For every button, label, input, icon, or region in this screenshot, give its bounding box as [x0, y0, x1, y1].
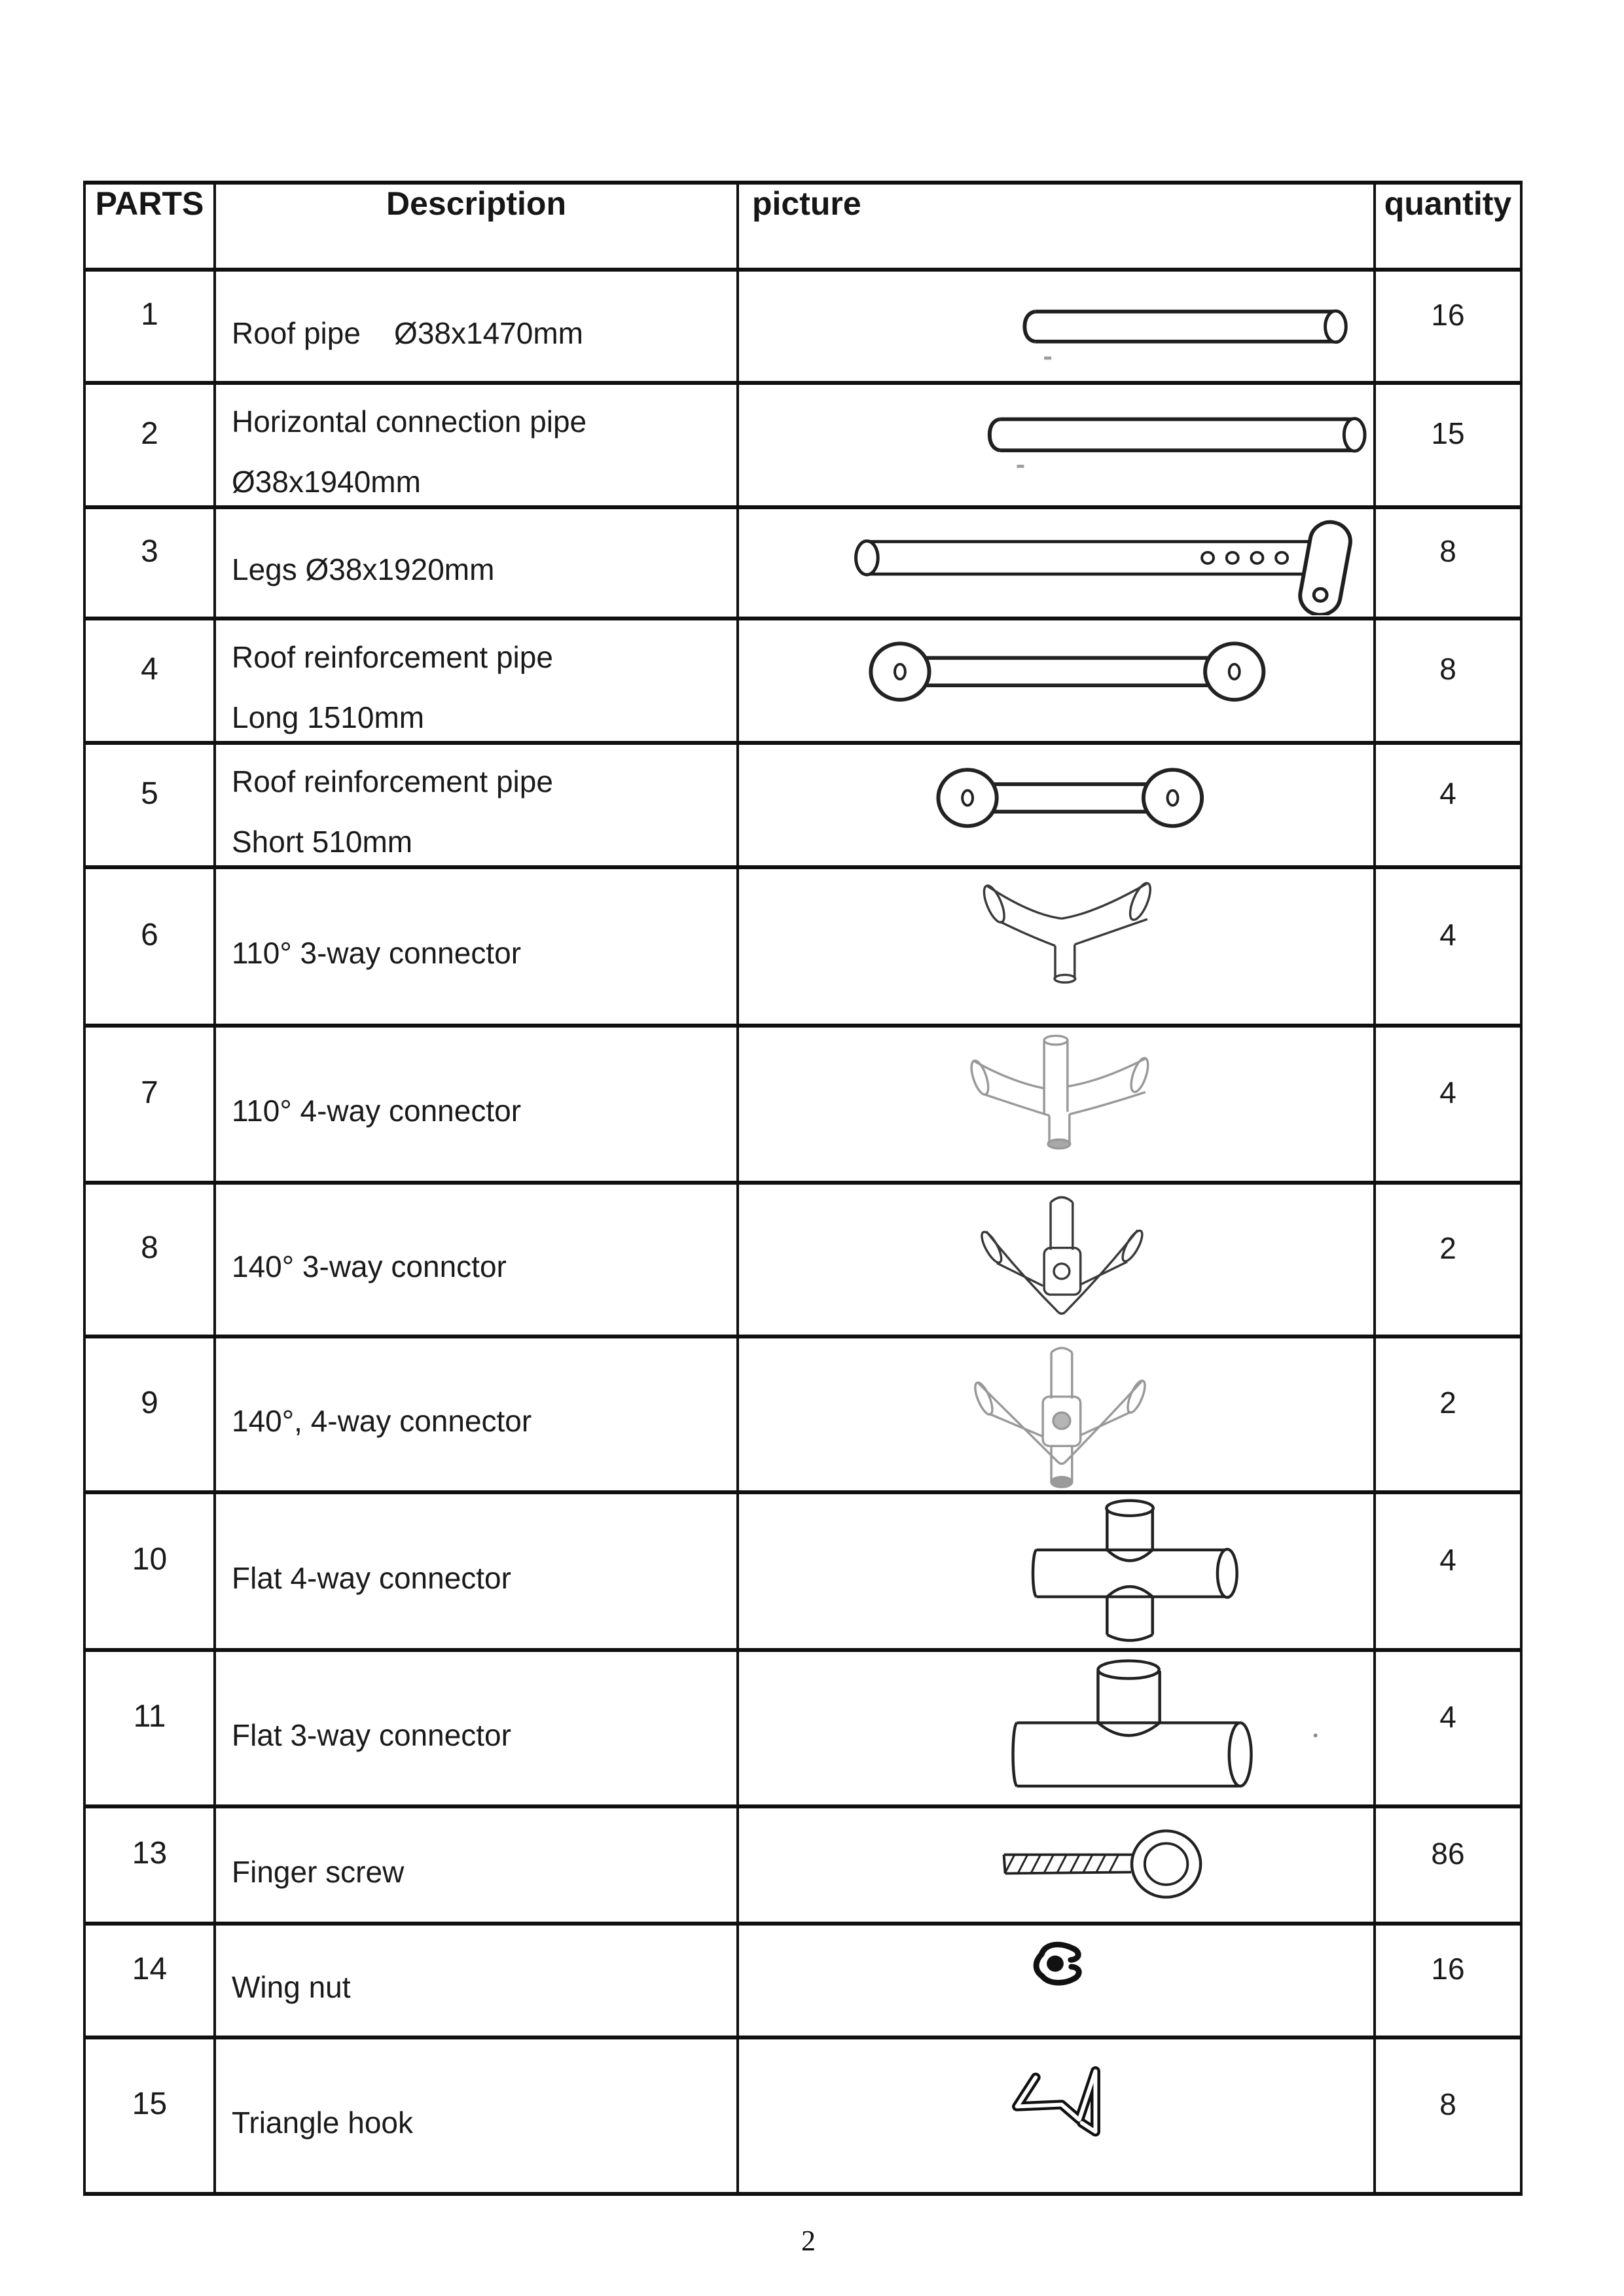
connector-flat-3way-drawing: [739, 1652, 1371, 1803]
quantity-cell: [1375, 270, 1521, 383]
description-cell: [215, 507, 738, 619]
description-line: Ø38x1940mm: [232, 465, 421, 499]
finger-screw-drawing: [739, 1808, 1371, 1920]
quantity-cell: [1375, 1183, 1521, 1336]
quantity-cell: [1375, 1924, 1521, 2037]
part-number: 5: [141, 776, 158, 811]
description-line: Triangle hook: [232, 2105, 414, 2140]
quantity-cell: [1375, 507, 1521, 619]
part-number-cell: [84, 619, 215, 743]
part-number: 9: [141, 1385, 158, 1420]
picture-cell: [738, 507, 1375, 619]
table-row: [84, 619, 1521, 743]
connector-flat-4way-drawing: [739, 1494, 1371, 1647]
connector-110-4way-drawing: [739, 1028, 1371, 1179]
quantity-value: 4: [1439, 1075, 1456, 1109]
quantity-cell: [1375, 743, 1521, 867]
quantity-value: 4: [1439, 1699, 1456, 1734]
horizontal-connection-pipe-drawing: [739, 385, 1371, 493]
header-parts: PARTS: [84, 183, 215, 270]
description-line: Finger screw: [232, 1854, 405, 1889]
roof-reinforcement-pipe-short-drawing: [739, 745, 1371, 854]
quantity-cell: [1375, 1492, 1521, 1650]
connector-140-3way-drawing: [739, 1185, 1371, 1333]
quantity-cell: [1375, 1650, 1521, 1806]
part-number-cell: [84, 1492, 215, 1650]
picture-cell: [738, 1924, 1375, 2037]
table-row: [84, 2037, 1521, 2194]
part-number-cell: [84, 1806, 215, 1924]
header-picture: picture: [738, 183, 1375, 270]
picture-cell: [738, 1026, 1375, 1183]
part-number: 11: [133, 1699, 166, 1734]
part-number: 6: [141, 917, 158, 952]
table-row: [84, 1492, 1521, 1650]
quantity-cell: [1375, 1026, 1521, 1183]
description-line: Long 1510mm: [232, 700, 425, 734]
leg-pipe-drawing: [739, 509, 1371, 615]
roof-pipe-drawing: [739, 272, 1371, 380]
quantity-value: 4: [1439, 1542, 1456, 1577]
table-row: [84, 1336, 1521, 1492]
quantity-cell: [1375, 2037, 1521, 2194]
part-number-cell: [84, 270, 215, 383]
description-line: Short 510mm: [232, 825, 413, 859]
description-cell: [215, 1026, 738, 1183]
picture-cell: [738, 270, 1375, 383]
header-row: [84, 183, 1521, 270]
table-row: [84, 1924, 1521, 2037]
quantity-value: 8: [1439, 2087, 1456, 2121]
picture-cell: [738, 1183, 1375, 1336]
connector-110-3way-drawing: [739, 869, 1371, 1022]
quantity-value: 8: [1439, 534, 1456, 568]
description-cell: [215, 867, 738, 1026]
description-line: Flat 4-way connector: [232, 1560, 511, 1595]
description-line: Wing nut: [232, 1970, 351, 2004]
part-number: 7: [141, 1075, 158, 1110]
part-number: 2: [141, 416, 158, 451]
description-line: Roof reinforcement pipe: [232, 764, 553, 798]
header-quantity: quantity: [1375, 183, 1521, 270]
description-line: 110° 4-way connector: [232, 1094, 522, 1128]
quantity-value: 8: [1439, 652, 1456, 686]
description-cell: [215, 1336, 738, 1492]
quantity-cell: [1375, 383, 1521, 507]
quantity-cell: [1375, 1806, 1521, 1924]
part-number: 13: [132, 1836, 168, 1871]
wing-nut-drawing: [739, 1926, 1371, 2034]
part-number-cell: [84, 2037, 215, 2194]
quantity-value: 2: [1439, 1230, 1456, 1265]
description-line: Flat 3-way connector: [232, 1717, 511, 1752]
description-cell: [215, 1924, 738, 2037]
part-number-cell: [84, 1924, 215, 2037]
description-cell: [215, 383, 738, 507]
picture-cell: [738, 1806, 1375, 1924]
table-row: [84, 1183, 1521, 1336]
description-cell: [215, 270, 738, 383]
description-cell: [215, 743, 738, 867]
quantity-value: 86: [1431, 1836, 1465, 1871]
part-number: 3: [141, 533, 158, 569]
picture-cell: [738, 383, 1375, 507]
description-line: Roof reinforcement pipe: [232, 640, 553, 674]
table-row: [84, 507, 1521, 619]
page-number: 2: [801, 2225, 816, 2257]
part-number-cell: [84, 1183, 215, 1336]
part-number: 15: [132, 2087, 168, 2121]
table-row: [84, 743, 1521, 867]
header-description: Description: [215, 183, 738, 270]
description-cell: [215, 2037, 738, 2194]
description-cell: [215, 1806, 738, 1924]
part-number-cell: [84, 507, 215, 619]
table-row: [84, 383, 1521, 507]
picture-cell: [738, 867, 1375, 1026]
part-number-cell: [84, 1650, 215, 1806]
quantity-value: 15: [1431, 416, 1465, 450]
description-line: Horizontal connection pipe: [232, 404, 587, 439]
table-row: [84, 270, 1521, 383]
picture-cell: [738, 1492, 1375, 1650]
table-row: [84, 1650, 1521, 1806]
quantity-cell: [1375, 1336, 1521, 1492]
part-number-cell: [84, 383, 215, 507]
connector-140-4way-drawing: [739, 1338, 1371, 1489]
picture-cell: [738, 619, 1375, 743]
picture-cell: [738, 2037, 1375, 2194]
description-line: Legs Ø38x1920mm: [232, 552, 495, 586]
table-row: [84, 1806, 1521, 1924]
part-number: 8: [141, 1230, 158, 1265]
part-number-cell: [84, 743, 215, 867]
quantity-cell: [1375, 619, 1521, 743]
part-number-cell: [84, 1026, 215, 1183]
table-row: [84, 1026, 1521, 1183]
description-line: 110° 3-way connector: [232, 936, 522, 970]
description-cell: [215, 1183, 738, 1336]
triangle-hook-drawing: [739, 2039, 1371, 2191]
description-line: 140°, 4-way connector: [232, 1404, 532, 1438]
quantity-value: 16: [1431, 297, 1465, 332]
part-number-cell: [84, 1336, 215, 1492]
picture-cell: [738, 1336, 1375, 1492]
part-number: 4: [141, 651, 158, 687]
description-cell: [215, 1492, 738, 1650]
part-number: 14: [132, 1951, 168, 1986]
table-row: [84, 867, 1521, 1026]
quantity-value: 2: [1439, 1386, 1456, 1420]
description-line: Roof pipe Ø38x1470mm: [232, 315, 583, 350]
part-number-cell: [84, 867, 215, 1026]
part-number: 1: [141, 297, 158, 332]
description-cell: [215, 619, 738, 743]
quantity-value: 16: [1431, 1952, 1465, 1986]
description-line: 140° 3-way connctor: [232, 1249, 507, 1283]
part-number: 10: [132, 1542, 168, 1577]
picture-cell: [738, 1650, 1375, 1806]
description-cell: [215, 1650, 738, 1806]
parts-table: [83, 181, 1523, 2196]
roof-reinforcement-pipe-long-drawing: [739, 620, 1371, 728]
quantity-cell: [1375, 867, 1521, 1026]
quantity-value: 4: [1439, 918, 1456, 952]
quantity-value: 4: [1439, 776, 1456, 810]
picture-cell: [738, 743, 1375, 867]
